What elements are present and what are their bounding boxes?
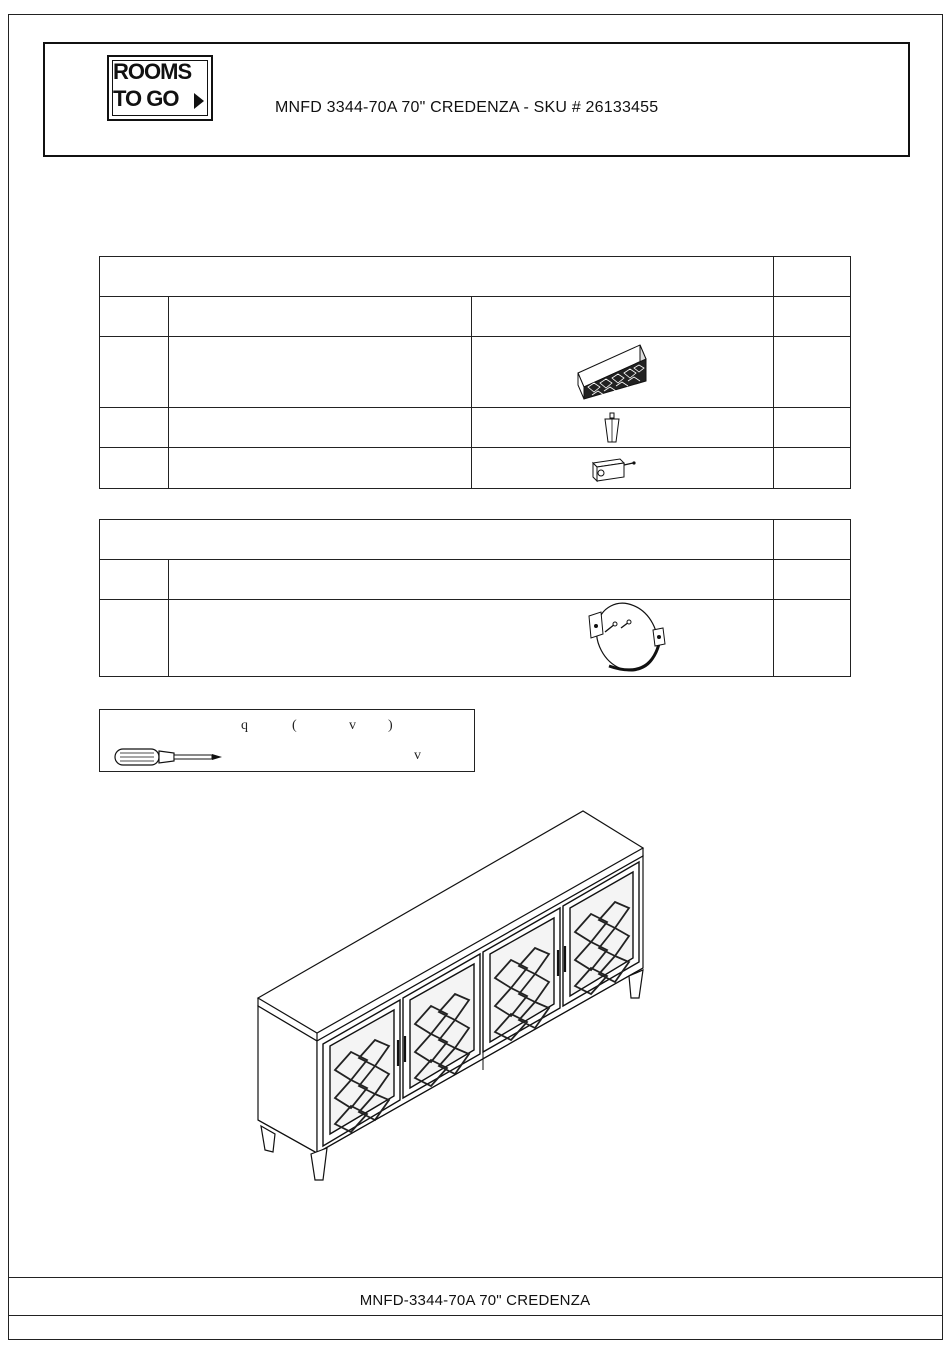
screwdriver-icon — [114, 744, 226, 770]
parts-col-no — [100, 297, 169, 337]
logo-arrow-icon — [194, 93, 204, 109]
footer-model: MNFD-3344-70A 70" CREDENZA — [359, 1292, 591, 1309]
tools-text-1a: q — [241, 718, 248, 733]
tools-text-1d: ) — [388, 718, 393, 733]
hardware-table-header-qty-cell — [774, 520, 851, 560]
parts-table-title-cell — [100, 257, 774, 297]
parts-table-header-row — [100, 257, 851, 297]
logo-text-line2: TO GO — [113, 86, 179, 111]
footer-rule-bottom — [8, 1315, 943, 1316]
table-row — [100, 448, 851, 489]
credenza-illustration — [255, 808, 655, 1188]
parts-col-qty — [774, 297, 851, 337]
tools-text-1b: ( — [292, 718, 297, 733]
tools-text-2a: v — [414, 748, 421, 763]
parts-table-header-qty-cell — [774, 257, 851, 297]
parts-table-column-row — [100, 297, 851, 337]
document-title: MNFD 3344-70A 70" CREDENZA - SKU # 26133455 — [275, 99, 659, 116]
tapered-leg-part-icon — [602, 412, 622, 444]
parts-col-description — [169, 297, 472, 337]
hardware-table-column-row — [100, 560, 851, 600]
footer-rule-top — [8, 1277, 943, 1278]
anti-tip-kit-part-icon — [579, 600, 669, 680]
tools-needed-box — [99, 709, 475, 772]
table-row — [100, 600, 851, 677]
cam-lock-part-icon — [590, 453, 640, 485]
hardware-col-description — [169, 560, 774, 600]
hardware-table-header-row — [100, 520, 851, 560]
hardware-col-qty — [774, 560, 851, 600]
parts-table — [99, 256, 851, 489]
hardware-table-title-cell — [100, 520, 774, 560]
parts-col-image — [472, 297, 774, 337]
lattice-panel-part-icon — [572, 337, 682, 407]
logo-text-line1: ROOMS — [113, 59, 192, 84]
hardware-col-no — [100, 560, 169, 600]
table-row — [100, 408, 851, 448]
brand-logo — [107, 55, 213, 121]
table-row — [100, 337, 851, 408]
tools-text-1c: v — [349, 718, 356, 733]
hardware-table — [99, 519, 851, 677]
